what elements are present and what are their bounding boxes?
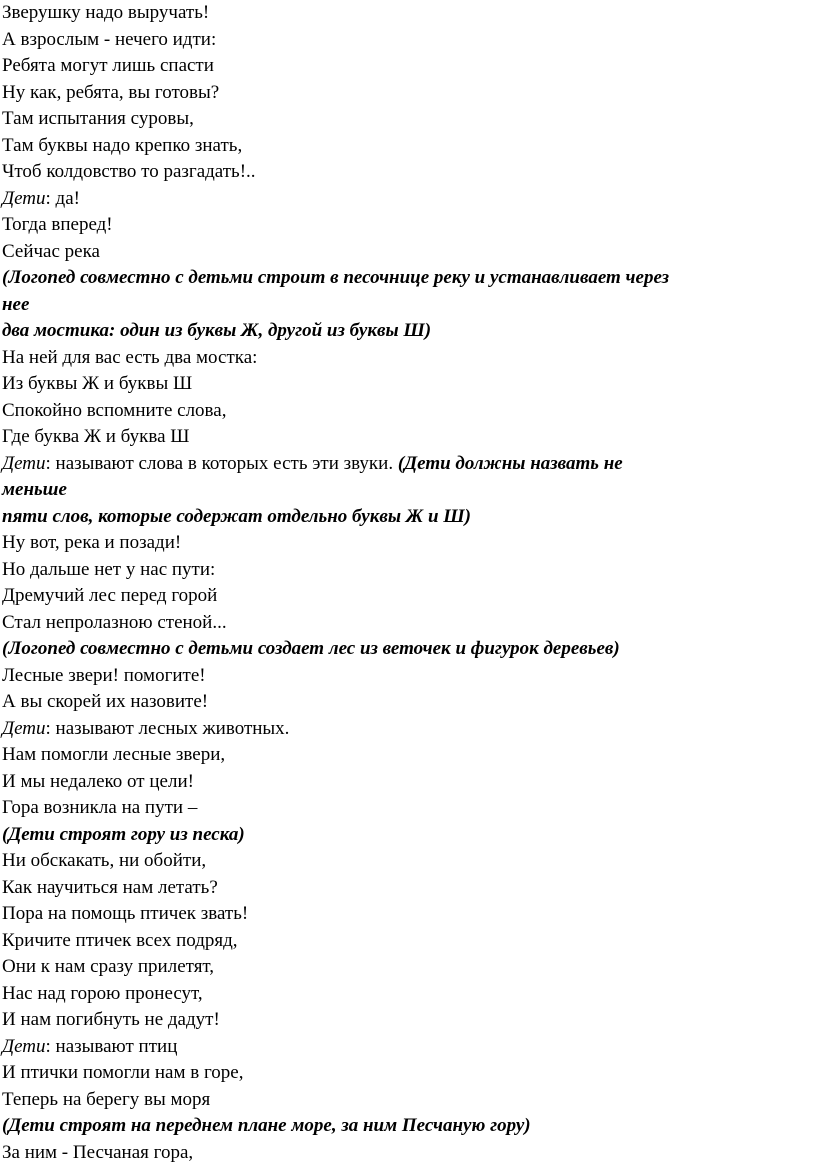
text-run: : называют птиц bbox=[45, 1035, 178, 1057]
stage-direction: два мостика: один из буквы Ж, другой из буквы Ш) bbox=[2, 320, 432, 341]
text-line bbox=[2, 875, 810, 902]
text-run: Ни обскакать, ни обойти, bbox=[2, 850, 207, 871]
speaker-label: Дети bbox=[2, 717, 46, 739]
stage-direction: пяти слов, которые содержат отдельно буквы Ж и Ш) bbox=[2, 505, 471, 527]
speaker-label: Дети bbox=[2, 452, 46, 474]
text-line bbox=[2, 1034, 810, 1061]
stage-direction: (Логопед совместно с детьми строит в песочнице реку и устанавливает через bbox=[2, 267, 670, 288]
text-run: За ним - Песчаная гора, bbox=[2, 1141, 194, 1163]
stage-direction: нее bbox=[2, 293, 30, 315]
text-run: Там буквы надо крепко знать, bbox=[2, 134, 243, 156]
text-run: Тогда вперед! bbox=[2, 214, 113, 235]
text-line bbox=[2, 318, 810, 345]
text-line bbox=[2, 133, 810, 160]
text-run: : да! bbox=[45, 187, 80, 209]
text-run: Зверушку надо выручать! bbox=[2, 2, 210, 23]
text-run: Лесные звери! помогите! bbox=[2, 664, 206, 686]
text-line bbox=[2, 292, 810, 319]
text-line bbox=[2, 557, 810, 584]
text-run: Пора на помощь птичек звать! bbox=[2, 903, 249, 924]
text-line bbox=[2, 80, 810, 107]
text-line bbox=[2, 1087, 810, 1114]
text-run: : называют слова в которых есть эти звуки. bbox=[45, 452, 398, 474]
text-run: Гора возникла на пути – bbox=[2, 797, 198, 818]
text-run: А взрослым - нечего идти: bbox=[2, 28, 217, 50]
text-run: Где буква Ж и буква Ш bbox=[2, 426, 190, 447]
text-run: А вы скорей их назовите! bbox=[2, 691, 209, 712]
text-line bbox=[2, 954, 810, 981]
text-run: Но дальше нет у нас пути: bbox=[2, 558, 216, 580]
stage-direction: (Дети строят гору из песка) bbox=[2, 823, 245, 845]
text-line bbox=[2, 265, 810, 292]
text-line bbox=[2, 848, 810, 875]
text-line bbox=[2, 27, 810, 54]
text-run: И мы недалеко от цели! bbox=[2, 770, 194, 792]
text-line bbox=[2, 424, 810, 451]
text-run: Нам помогли лесные звери, bbox=[2, 744, 226, 765]
text-run: Из буквы Ж и буквы Ш bbox=[2, 373, 193, 394]
text-run: Дремучий лес перед горой bbox=[2, 585, 218, 606]
text-line bbox=[2, 0, 810, 27]
text-line bbox=[2, 451, 810, 478]
text-run: Там испытания суровы, bbox=[2, 108, 194, 129]
text-line bbox=[2, 106, 810, 133]
stage-direction: (Логопед совместно с детьми создает лес из веточек и фигурок деревьев) bbox=[2, 638, 620, 659]
text-line bbox=[2, 371, 810, 398]
text-run: : называют лесных животных. bbox=[45, 717, 290, 739]
text-line bbox=[2, 583, 810, 610]
text-line bbox=[2, 159, 810, 186]
text-line bbox=[2, 212, 810, 239]
text-line bbox=[2, 398, 810, 425]
text-line bbox=[2, 636, 810, 663]
text-run: Теперь на берегу вы моря bbox=[2, 1088, 211, 1110]
text-run: Ребята могут лишь спасти bbox=[2, 55, 214, 76]
text-line bbox=[2, 186, 810, 213]
text-line bbox=[2, 795, 810, 822]
text-run: Спокойно вспомните слова, bbox=[2, 399, 227, 421]
text-run: Как научиться нам летать? bbox=[2, 876, 218, 898]
text-line bbox=[2, 1007, 810, 1034]
text-line bbox=[2, 769, 810, 796]
text-line bbox=[2, 928, 810, 955]
text-line bbox=[2, 901, 810, 928]
text-run: Ну как, ребята, вы готовы? bbox=[2, 81, 220, 103]
text-line bbox=[2, 610, 810, 637]
document-body bbox=[2, 0, 810, 1166]
stage-direction: (Дети строят на переднем плане море, за ним Песчаную гору) bbox=[2, 1115, 531, 1136]
text-line bbox=[2, 504, 810, 531]
text-line bbox=[2, 742, 810, 769]
text-run: И нам погибнуть не дадут! bbox=[2, 1009, 220, 1030]
text-run: Нас над горою пронесут, bbox=[2, 982, 203, 1004]
text-line bbox=[2, 1060, 810, 1087]
text-run: И птички помогли нам в горе, bbox=[2, 1062, 244, 1083]
text-run: На ней для вас есть два мостка: bbox=[2, 346, 258, 368]
text-line bbox=[2, 1113, 810, 1140]
text-line bbox=[2, 239, 810, 266]
stage-direction: меньше bbox=[2, 479, 67, 500]
text-line bbox=[2, 477, 810, 504]
text-line bbox=[2, 530, 810, 557]
text-run: Они к нам сразу прилетят, bbox=[2, 956, 215, 977]
text-run: Кричите птичек всех подряд, bbox=[2, 929, 238, 951]
stage-direction: (Дети должны назвать не bbox=[397, 452, 623, 474]
text-line bbox=[2, 1140, 810, 1167]
text-line bbox=[2, 689, 810, 716]
speaker-label: Дети bbox=[2, 1035, 46, 1057]
speaker-label: Дети bbox=[2, 187, 46, 209]
text-run: Стал непролазною стеной... bbox=[2, 611, 227, 633]
text-line bbox=[2, 981, 810, 1008]
text-run: Ну вот, река и позади! bbox=[2, 532, 182, 553]
text-line bbox=[2, 822, 810, 849]
text-line bbox=[2, 53, 810, 80]
text-line bbox=[2, 345, 810, 372]
text-line bbox=[2, 716, 810, 743]
text-run: Чтоб колдовство то разгадать!.. bbox=[2, 161, 256, 182]
text-run: Сейчас река bbox=[2, 240, 100, 262]
text-line bbox=[2, 663, 810, 690]
